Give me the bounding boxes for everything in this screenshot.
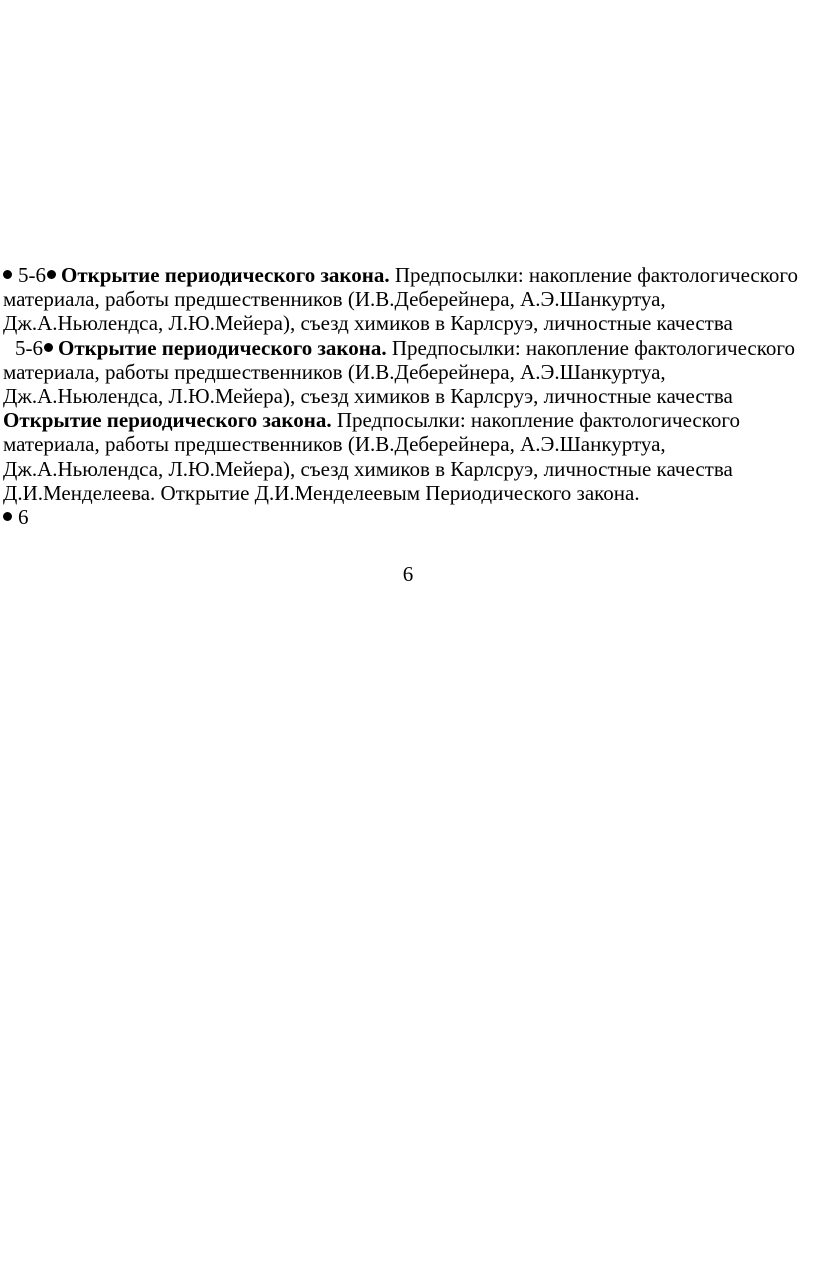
text-line-3: Дж.А.Ньюлендса, Л.Ю.Мейера), съезд химиков в Карлсруэ, личностные качества [3, 311, 733, 336]
bullet-icon [3, 512, 12, 521]
text-line-4 [3, 336, 813, 360]
item-number: 5-6 [18, 263, 46, 287]
text-line-1 [3, 263, 813, 287]
text-line-6: Дж.А.Ньюлендса, Л.Ю.Мейера), съезд химиков в Карлсруэ, личностные качества [3, 383, 733, 408]
text-line-5: материала, работы предшественников (И.В.Деберейнера, А.Э.Шанкуртуа, [3, 359, 666, 384]
section-heading: Открытие периодического закона. [3, 408, 332, 433]
text-line-11 [3, 505, 813, 529]
item-number: 5-6 [15, 335, 43, 360]
section-heading: Открытие периодического закона. [61, 263, 390, 287]
item-number: 6 [18, 504, 29, 529]
text-line-9: Дж.А.Ньюлендса, Л.Ю.Мейера), съезд химиков в Карлсруэ, личностные качества [3, 456, 733, 481]
text-line-2: материала, работы предшественников (И.В.Деберейнера, А.Э.Шанкуртуа, [3, 287, 666, 312]
section-heading: Открытие периодического закона. [58, 335, 387, 360]
page-number: 6 [402, 562, 414, 586]
paragraph-text: Предпосылки: накопление фактологического [331, 408, 740, 433]
bullet-icon [3, 270, 12, 279]
text-line-8: материала, работы предшественников (И.В.Деберейнера, А.Э.Шанкуртуа, [3, 432, 666, 457]
bullet-icon [47, 270, 56, 279]
text-line-7 [3, 408, 813, 432]
paragraph-text: Предпосылки: накопление фактологического [386, 335, 795, 360]
bullet-icon [44, 343, 53, 352]
paragraph-text: Предпосылки: накопление фактологического [389, 263, 798, 287]
document-body [3, 263, 813, 529]
text-line-10: Д.И.Менделеева. Открытие Д.И.Менделеевым Периодического закона. [3, 480, 640, 505]
